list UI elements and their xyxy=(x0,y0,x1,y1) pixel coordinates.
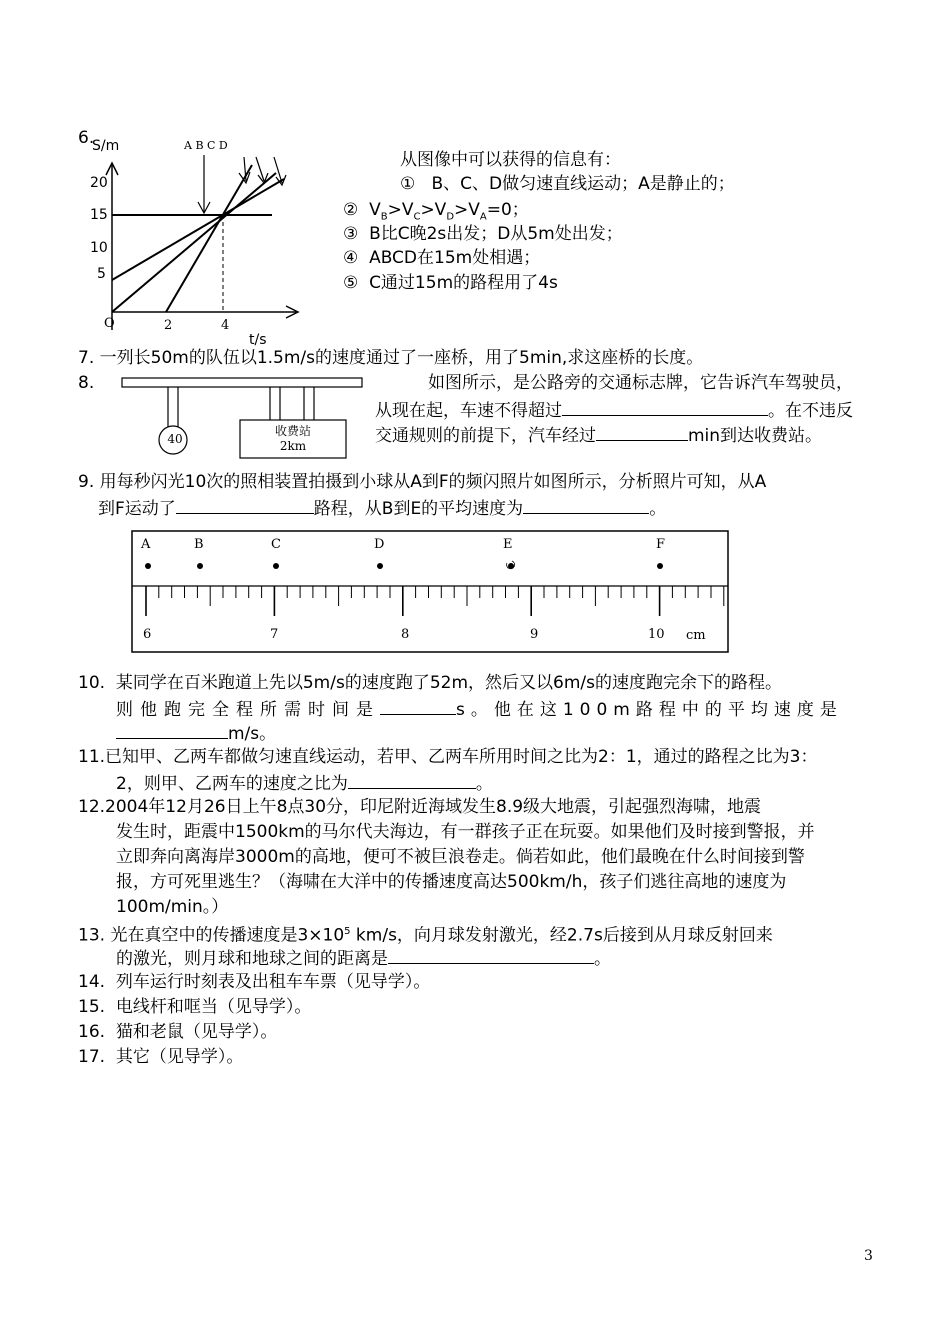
q9-label-E: E xyxy=(503,537,513,552)
q6-line-labels: A B C D xyxy=(184,139,228,152)
q10-answer-blank-time[interactable] xyxy=(380,696,456,715)
q8-answer-blank-speed[interactable] xyxy=(562,397,768,416)
q7: 7. 一列长50m的队伍以1.5m/s的速度通过了一座桥，用了5min,求这座桥的长度。 xyxy=(78,348,704,368)
ball-point-C xyxy=(273,563,279,569)
q6-y-tick-10: 10 xyxy=(90,240,108,256)
q9-label-A: A xyxy=(141,537,151,552)
q6-item-3: ③ B比C晚2s出发；D从5m处出发； xyxy=(343,224,623,244)
q16: 16. 猫和老鼠（见导学）。 xyxy=(78,1022,278,1042)
q17: 17. 其它（见导学）。 xyxy=(78,1047,244,1067)
q6-x-tick-2: 2 xyxy=(164,318,173,333)
ball-point-D xyxy=(377,563,383,569)
q12-line4: 报，方可死里逃生？（海啸在大洋中的传播速度高达500km/h，孩子们逃往高地的速度为 xyxy=(116,872,787,892)
q12-line3: 立即奔向离海岸3000m的高地，便可不被巨浪卷走。倘若如此，他们最晚在什么时间接到警 xyxy=(116,847,805,867)
q6-item-5: ⑤ C通过15m的路程用了4s xyxy=(343,273,558,293)
q12-line1: 12.2004年12月26日上午8点30分，印尼附近海域发生8.9级大地震，引起强烈海啸，地震 xyxy=(78,797,762,817)
q10-answer-blank-speed[interactable] xyxy=(116,720,228,739)
q14: 14. 列车运行时刻表及出租车车票（见导学）。 xyxy=(78,972,431,992)
q13-line2: 的激光，则月球和地球之间的距离是 。 xyxy=(116,945,611,971)
q9-label-B: B xyxy=(194,537,204,552)
q6-number: 6. xyxy=(78,128,95,148)
q6-x-axis-label: t/s xyxy=(249,332,267,348)
q9-answer-blank-speed[interactable] xyxy=(523,495,649,514)
q11-line2: 2，则甲、乙两车的速度之比为 。 xyxy=(116,770,493,796)
q9-label-D: D xyxy=(374,537,385,552)
q13-line1: 13. 光在真空中的传播速度是$3\times 10^5$ km/s，向月球发射激光，经2.7s后接到从月球反射回来 xyxy=(78,925,773,946)
q12-line5: 100m/min。） xyxy=(116,897,229,917)
q8-answer-blank-time[interactable] xyxy=(596,422,688,441)
q8-line1: 如图所示，是公路旁的交通标志牌，它告诉汽车驾驶员， xyxy=(428,373,853,393)
q6-item-1: ① B、C、D做匀速直线运动；A是静止的； xyxy=(400,174,735,194)
q8-number: 8. xyxy=(78,373,95,393)
q11-answer-blank[interactable] xyxy=(348,770,476,789)
ball-point-F xyxy=(657,563,663,569)
q9-scale-6: 6 xyxy=(143,627,152,642)
q6-item-2: ② $V_B>V_C>V_D>V_A=0$； xyxy=(343,200,529,223)
q10-line2: 则他跑完全程所需时间是 s。他在这100m路程中的平均速度是 xyxy=(116,696,843,722)
q6-y-tick-15: 15 xyxy=(90,207,108,223)
q6-y-tick-20: 20 xyxy=(90,175,108,191)
q8-line2: 从现在起，车速不得超过 。在不违反 xyxy=(375,397,853,423)
q15: 15. 电线杆和哐当（见导学）。 xyxy=(78,997,312,1017)
ball-point-A xyxy=(145,563,151,569)
q6-intro: 从图像中可以获得的信息有： xyxy=(400,150,621,170)
q9-scale-10: 10 xyxy=(648,627,665,642)
q10-line1: 10. 某同学在百米跑道上先以5m/s的速度跑了52m，然后又以6m/s的速度跑完余下的路程。 xyxy=(78,673,782,693)
q8-line3: 交通规则的前提下，汽车经过 min到达收费站。 xyxy=(375,422,822,448)
q9-scale-8: 8 xyxy=(401,627,410,642)
q9-line2: 到F运动了 路程，从B到E的平均速度为 。 xyxy=(98,495,666,521)
q6-distance-time-graph xyxy=(86,135,316,350)
q8-speed-limit-value: 40 xyxy=(167,432,183,446)
q12-line2: 发生时，距震中1500km的马尔代夫海边，有一群孩子正在玩耍。如果他们及时接到警报，并 xyxy=(116,822,815,842)
q10-line3: m/s。 xyxy=(116,720,276,746)
q6-y-tick-5: 5 xyxy=(97,266,106,282)
q9-scale-unit: cm xyxy=(686,628,706,643)
q9-label-F: F xyxy=(656,537,666,552)
line-C xyxy=(112,173,276,312)
q6-item-4: ④ ABCD在15m处相遇； xyxy=(343,248,541,268)
line-D xyxy=(112,179,284,280)
page-number: 3 xyxy=(864,1248,873,1264)
q13-answer-blank[interactable] xyxy=(388,945,594,964)
q9-strobe-ruler-figure xyxy=(130,530,730,654)
q9-label-C: C xyxy=(271,537,281,552)
q9-scale-7: 7 xyxy=(270,627,279,642)
ruler-frame xyxy=(132,531,728,652)
line-B xyxy=(166,165,252,312)
q6-origin: O xyxy=(104,316,115,331)
q8-toll-station-text: 收费站 2km xyxy=(274,424,311,453)
ball-point-B xyxy=(197,563,203,569)
q6-x-tick-4: 4 xyxy=(221,318,230,333)
q6-y-axis-label: S/m xyxy=(92,138,120,154)
q9-line1: 9. 用每秒闪光10次的照相装置拍摄到小球从A到F的频闪照片如图所示，分析照片可知，从A xyxy=(78,472,767,492)
q9-answer-blank-distance[interactable] xyxy=(176,495,314,514)
q11-line1: 11.已知甲、乙两车都做匀速直线运动，若甲、乙两车所用时间之比为2：1，通过的路程之比为3： xyxy=(78,747,818,767)
sign-beam xyxy=(122,378,362,387)
q9-scale-9: 9 xyxy=(530,627,539,642)
